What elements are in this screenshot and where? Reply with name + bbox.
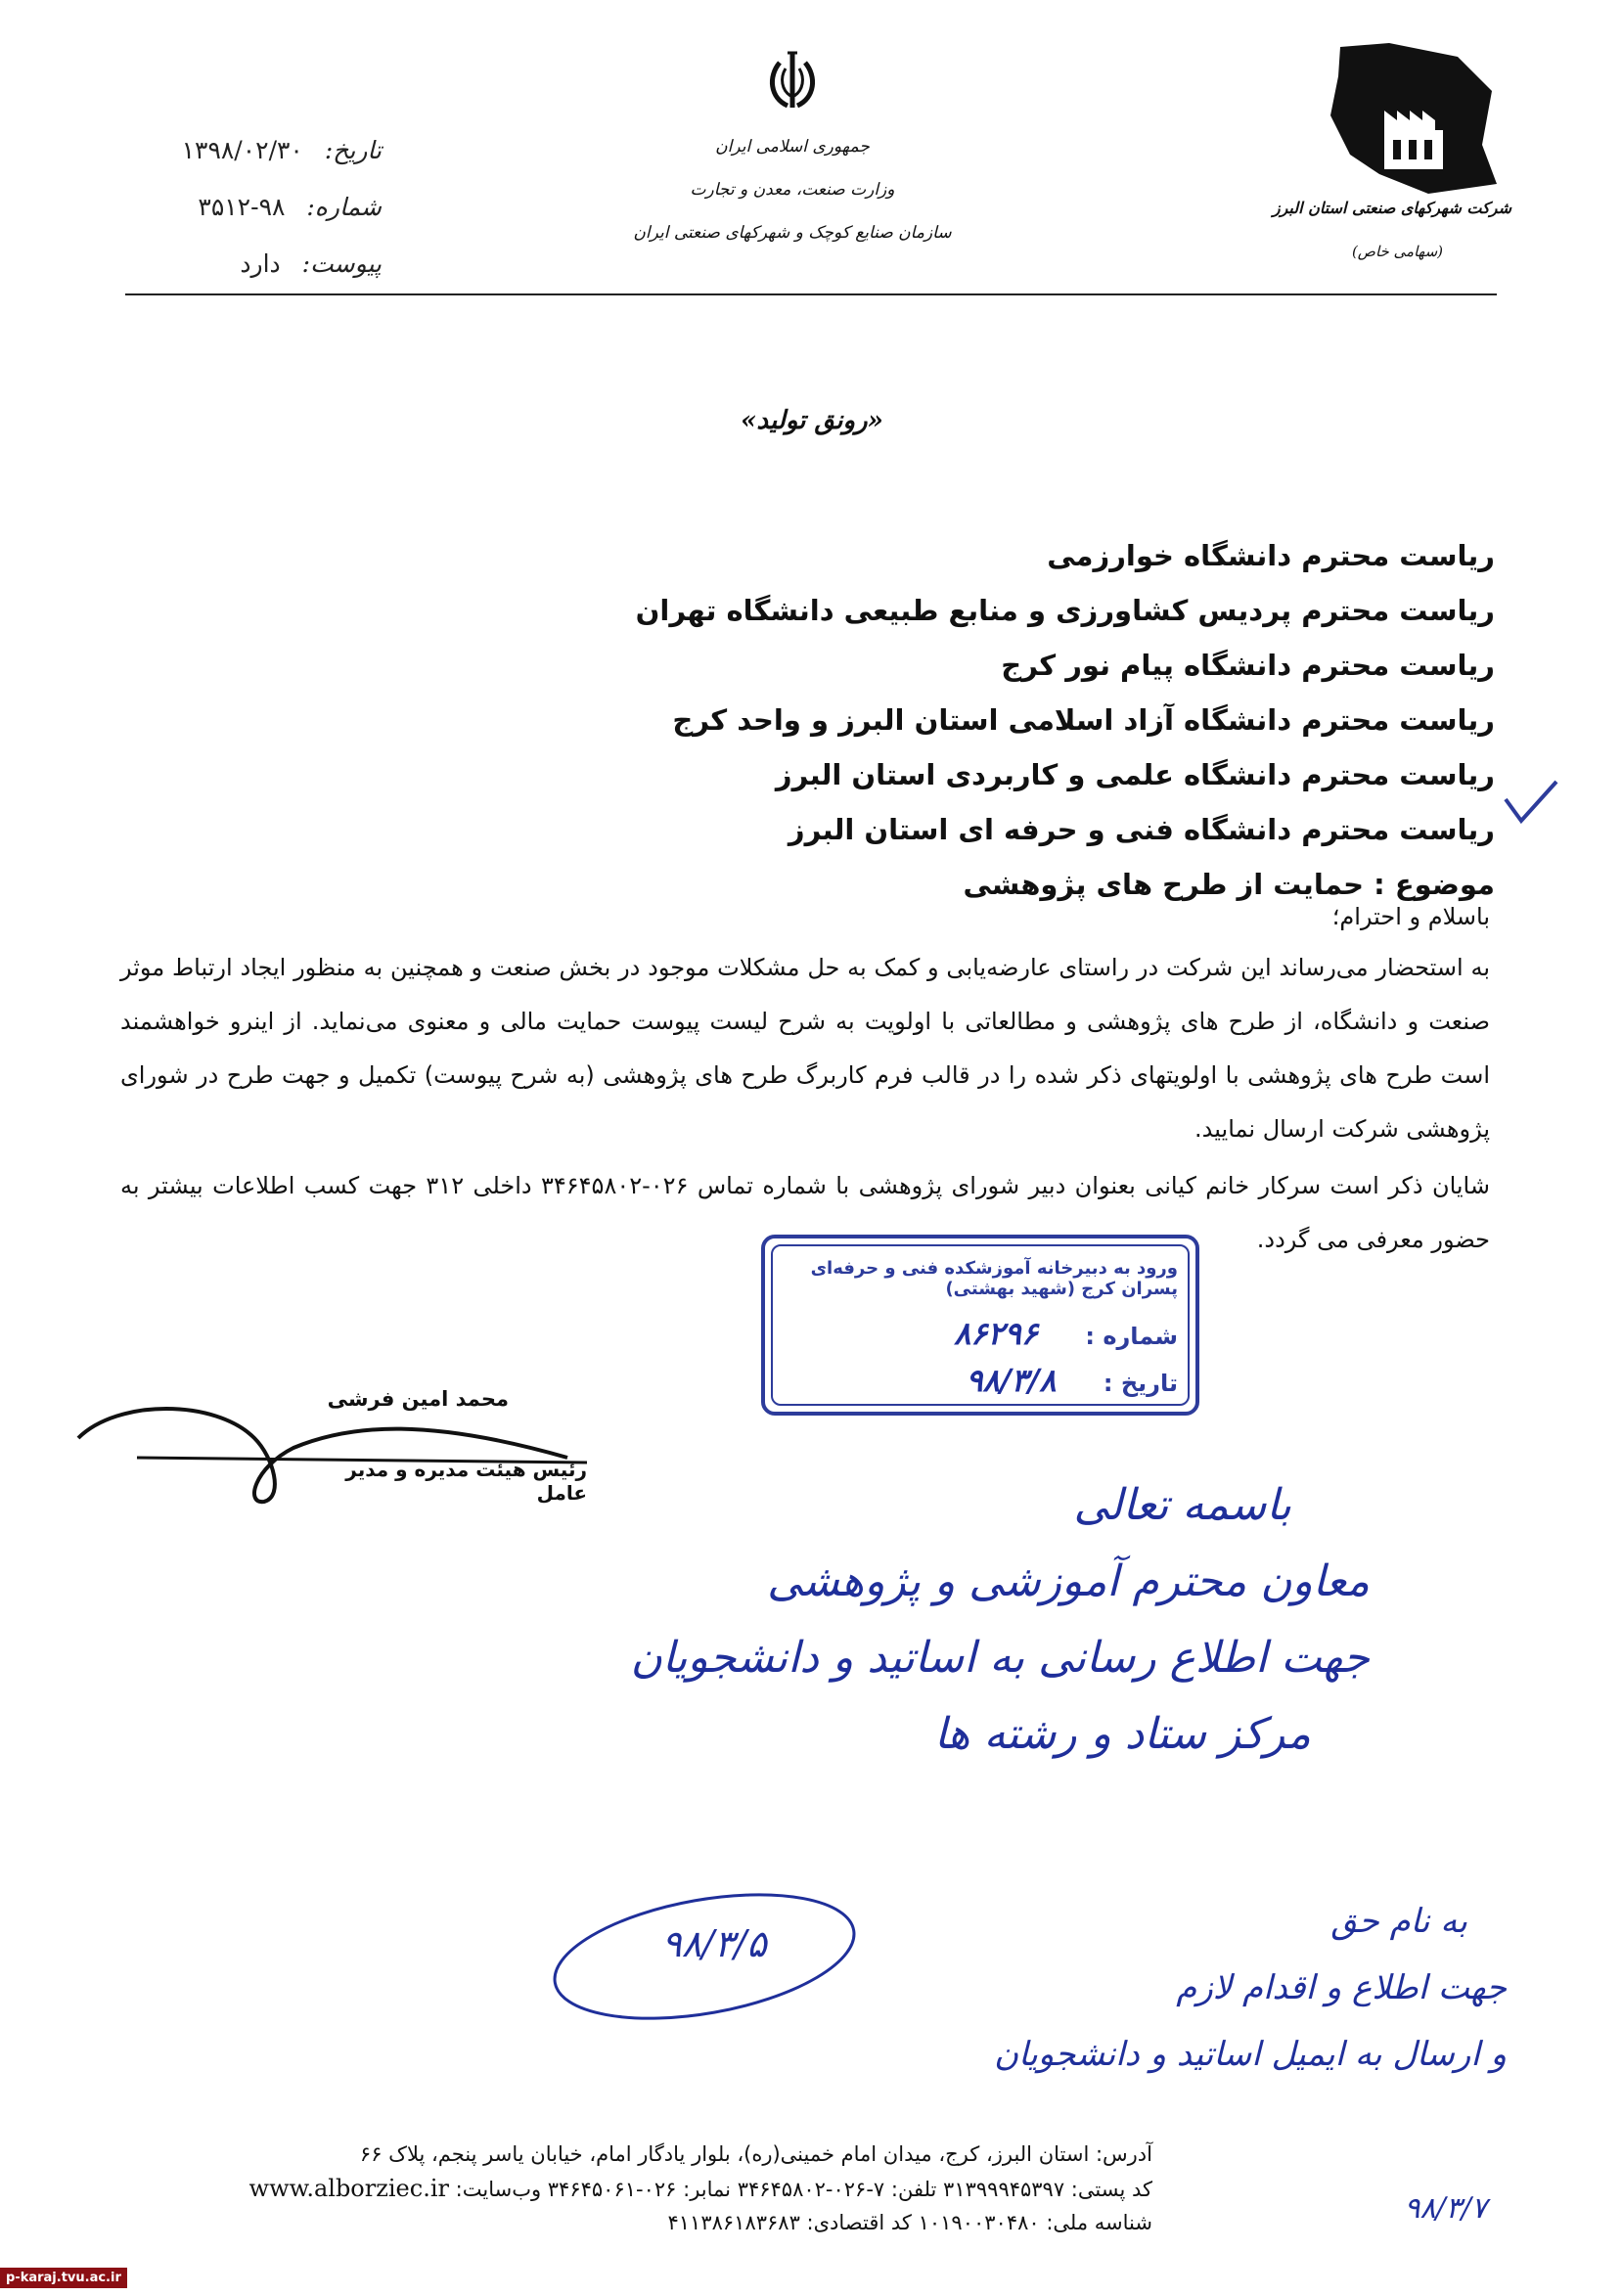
footer-contact [174,2172,1152,2206]
greeting: باسلام و احترام؛ [1331,903,1490,930]
header-line-3: سازمان صنایع کوچک و شهرکهای صنعتی ایران [633,223,952,243]
recipient-line: ریاست محترم دانشگاه خوارزمی [1047,539,1495,572]
stamp-date-value: ۹۸/۳/۸ [966,1362,1057,1399]
stamp-date-label: تاریخ : [1103,1370,1178,1397]
attachment-row [137,236,382,293]
emblem-icon [758,47,827,115]
handwritten-line: و ارسال به ایمیل اساتید و دانشجویان [994,2035,1507,2074]
date-row [137,122,382,179]
watermark: p-karaj.tvu.ac.ir [0,2268,127,2288]
company-type: (سهامی خاص) [1351,243,1443,260]
attachment-value: دارد [240,249,281,278]
handwritten-line: باسمه تعالی [1073,1480,1291,1530]
recipient-line: ریاست محترم پردیس کشاورزی و منابع طبیعی دانشگاه تهران [635,594,1495,627]
footer-address: آدرس: استان البرز، کرج، میدان امام خمینی(ره)، بلوار یادگار امام، خیابان یاسر پنجم، پلاک ۶۶ [359,2142,1152,2166]
stamp-number-label: شماره : [1085,1323,1178,1350]
footer-contact-text: کد پستی: ۳۱۳۹۹۹۴۵۳۹۷ تلفن: ۷-۰۲۶-۳۴۶۴۵۸۰۲ نمابر: ۰۲۶-۳۴۶۴۵۰۶۱ وب‌سایت: [455,2178,1152,2201]
signature-scribble [59,1379,607,1516]
paragraph-1: به استحضار می‌رساند این شرکت در راستای عارضه‌یابی و کمک به حل مشکلات موجود در بخش صنعت و همچنین به منظور ایجاد ارتباط موثر صنعت و دانشگاه، از طرح های پژوهشی و مطالعاتی با اولویت به شرح لیست پیوست حمایت مالی و معنوی می‌نماید. از اینرو خواهشمند است طرح های پژوهشی با اولویتهای ذکر شده را در قالب فرم کاربرگ طرح های پژوهشی (به شرح پیوست) تکمیل و جهت طرح در شورای پژوهشی شرکت ارسال نمایید. [120,954,1490,1143]
handwritten-line: معاون محترم آموزشی و پژوهشی [767,1556,1370,1606]
recipient-line: ریاست محترم دانشگاه علمی و کاربردی استان البرز [775,758,1495,791]
company-logo [1272,37,1511,282]
footer-ids: شناسه ملی: ۱۰۱۹۰۰۳۰۴۸۰ کد اقتصادی: ۴۱۱۳۸۶۱۸۳۶۸۳ [667,2211,1152,2234]
signatory-name: محمد امین فرشی [327,1387,509,1411]
header-divider [125,293,1497,295]
check-mark-icon [1502,778,1560,827]
recipient-line: ریاست محترم دانشگاه پیام نور کرج [1001,649,1495,682]
number-value: ۹۸-۳۵۱۲ [198,193,286,221]
header-line-1: جمهوری اسلامی ایران [715,137,870,157]
signatory-title: رئیس هیئت مدیره و مدیر عامل [345,1458,587,1505]
date-value: ۱۳۹۸/۰۲/۳۰ [181,136,303,164]
header-line-2: وزارت صنعت، معدن و تجارت [690,180,895,200]
handwritten-line: مرکز ستاد و رشته ها [934,1709,1311,1759]
handwritten-date-2: ۹۸/۳/۷ [1404,2191,1487,2226]
slogan: «رونق تولید» [741,406,883,435]
recipient-line: ریاست محترم دانشگاه فنی و حرفه ای استان البرز [788,813,1495,846]
stamp-number-value: ۸۶۲۹۶ [954,1315,1038,1352]
received-stamp [761,1235,1199,1416]
recipient-line: ریاست محترم دانشگاه آزاد اسلامی استان البرز و واحد کرج [672,703,1495,737]
footer-website[interactable]: www.alborziec.ir [248,2175,449,2202]
handwritten-line: جهت اطلاع و اقدام لازم [1176,1968,1507,2007]
attachment-label: پیوست: [301,249,382,278]
stamp-number-row [777,1315,1178,1352]
stamp-title: ورود به دبیرخانه آموزشکده فنی و حرفه‌ای پسران کرج (شهید بهشتی) [810,1258,1178,1299]
handwritten-date-1: ۹۸/۳/۵ [661,1922,767,1965]
iran-emblem [758,47,827,115]
header-center [626,125,959,254]
number-row [137,179,382,236]
company-name: شرکت شهرکهای صنعتی استان البرز [1272,199,1511,217]
handwritten-line: به نام حق [1330,1902,1467,1941]
subject-line: موضوع : حمایت از طرح های پژوهشی [963,868,1495,901]
handwritten-note-1 [607,1467,1370,1773]
handwritten-line: جهت اطلاع رسانی به اساتید و دانشجویان [630,1633,1370,1683]
paragraph-2: شایان ذکر است سرکار خانم کیانی بعنوان دبیر شورای پژوهشی با شماره تماس ۰۲۶-۳۴۶۴۵۸۰۲ داخلی ۳۱۲ جهت کسب اطلاعات بیشتر به حضور معرفی می گردد. [120,1172,1490,1253]
handwritten-note-2 [763,1888,1507,2088]
recipients-list [419,528,1495,912]
stamp-date-row [777,1362,1178,1399]
map-factory-icon [1311,37,1507,199]
letter-meta [137,122,382,293]
date-label: تاریخ: [324,136,382,164]
number-label: شماره: [306,193,382,221]
